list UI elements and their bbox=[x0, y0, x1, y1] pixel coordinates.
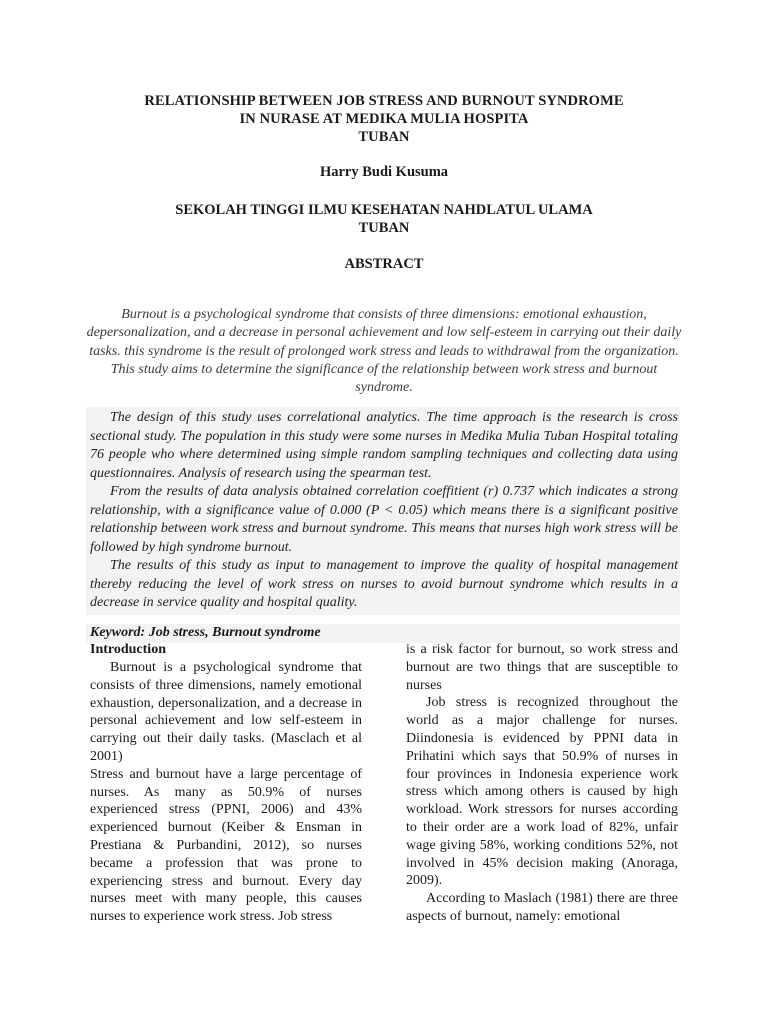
abstract-highlight-box bbox=[86, 407, 680, 615]
abstract-paragraph-3: From the results of data analysis obtained correlation coeffitient (r) 0.737 which indicates a strong relationship, with a significance value of 0.000 (P < 0.05) which means there is a significant positive relationship between work stress and burnout syndrome. This means that nurses high work stress will be followed by high syndrome burnout. bbox=[90, 484, 678, 555]
keywords: Keyword: Job stress, Burnout syndrome bbox=[90, 625, 321, 640]
title-line: RELATIONSHIP BETWEEN JOB STRESS AND BURNOUT SYNDROME bbox=[144, 93, 624, 109]
intro-paragraph: Burnout is a psychological syndrome that consists of three dimensions, namely emotional exhaustion, depersonalization, and a decrease in personal achievement and low self-esteem in carrying out their daily tasks. (Masclach et al 2001) bbox=[90, 660, 362, 764]
abstract-paragraph-4: The results of this study as input to management to improve the quality of hospital management thereby reducing the level of work stress on nurses to avoid burnout syndrome which results in a decrease in service quality and hospital quality. bbox=[90, 558, 678, 610]
abstract-paragraph-2: The design of this study uses correlational analytics. The time approach is the research is cross sectional study. The population in this study were some nurses in Medika Mulia Tuban Hospital totaling 76 people who where determined using simple random sampling techniques and collecting data using questionnaires. Analysis of research using the spearman test. bbox=[90, 410, 678, 481]
right-column bbox=[406, 641, 678, 926]
left-column bbox=[90, 641, 362, 926]
title-line: TUBAN bbox=[358, 129, 410, 145]
intro-paragraph: is a risk factor for burnout, so work stress and burnout are two things that are susceptible to nurses bbox=[406, 642, 678, 693]
intro-paragraph: Job stress is recognized throughout the world as a major challenge for nurses. Diindonesia is evidenced by PPNI data in Prihatini which says that 50.9% of nurses in four provinces in Indonesia experience work stress which among others is caused by high workload. Work stressors for nurses according to their order are a work load of 82%, unfair wage giving 58%, working conditions 52%, not involved in 45% decision making (Anoraga, 2009). bbox=[406, 695, 678, 889]
author-name: Harry Budi Kusuma bbox=[319, 164, 449, 180]
abstract-heading: ABSTRACT bbox=[344, 256, 424, 272]
institution bbox=[0, 201, 768, 237]
paper-title bbox=[0, 92, 768, 146]
intro-paragraph: According to Maslach (1981) there are three aspects of burnout, namely: emotional bbox=[406, 891, 678, 924]
intro-paragraph: Stress and burnout have a large percentage of nurses. As many as 50.9% of nurses experienced stress (PPNI, 2006) and 43% experienced burnout (Keiber & Ensman in Prestiana & Purbandini, 2012), so nurses became a profession that was prone to experiencing stress and burnout. Every day nurses meet with many people, this causes nurses to experience work stress. Job stress bbox=[90, 766, 362, 925]
introduction-heading: Introduction bbox=[90, 642, 166, 657]
institution-line: SEKOLAH TINGGI ILMU KESEHATAN NAHDLATUL ULAMA bbox=[175, 202, 593, 218]
institution-line: TUBAN bbox=[358, 220, 410, 236]
abstract-paragraph-1: Burnout is a psychological syndrome that consists of three dimensions: emotional exhaustion, depersonalization, and a decrease in personal achievement and low self-esteem in carrying out their daily tasks. this syndrome is the result of prolonged work stress and leads to withdrawal from the organization. This study aims to determine the significance of the relationship between work stress and burnout syndrome. bbox=[86, 307, 682, 396]
title-line: IN NURASE AT MEDIKA MULIA HOSPITA bbox=[239, 111, 529, 127]
